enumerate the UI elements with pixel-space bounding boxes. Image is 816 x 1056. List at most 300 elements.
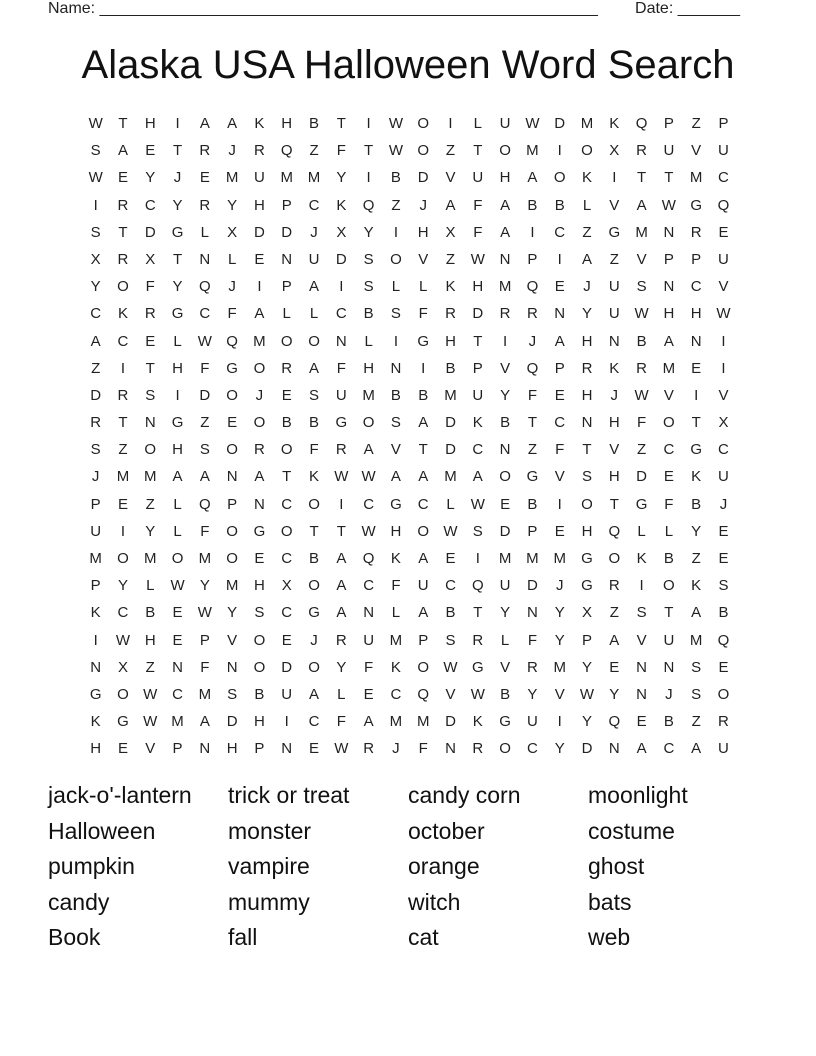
grid-letter: E: [718, 658, 729, 676]
grid-letter: U: [608, 305, 620, 323]
grid-letter: I: [721, 359, 726, 377]
grid-letter: S: [691, 685, 702, 703]
grid-letter: Y: [145, 522, 156, 540]
grid-letter: O: [717, 685, 730, 703]
grid-letter: N: [608, 332, 620, 350]
grid-letter: U: [90, 522, 102, 540]
grid-letter: E: [145, 332, 156, 350]
grid-letter: H: [417, 223, 429, 241]
grid-letter: P: [581, 631, 592, 649]
grid-letter: Z: [145, 495, 155, 513]
grid-letter: D: [144, 223, 156, 241]
grid-letter: Y: [691, 522, 702, 540]
grid-letter: A: [172, 468, 183, 486]
grid-letter: O: [581, 495, 593, 513]
grid-letter: J: [91, 468, 100, 486]
grid-letter: I: [721, 332, 726, 350]
grid-letter: H: [254, 713, 265, 731]
grid-letter: U: [363, 631, 375, 649]
grid-letter: N: [199, 250, 211, 268]
grid-letter: M: [580, 115, 594, 132]
grid-letter: H: [144, 115, 156, 132]
grid-letter: H: [608, 468, 620, 486]
grid-letter: E: [199, 169, 210, 187]
grid-letter: R: [117, 250, 129, 268]
grid-letter: N: [636, 685, 647, 703]
grid-letter: W: [470, 495, 485, 513]
grid-letter: B: [718, 604, 729, 622]
grid-letter: H: [172, 359, 183, 377]
grid-letter: I: [175, 386, 180, 404]
grid-letter: O: [253, 359, 266, 377]
grid-letter: N: [199, 740, 211, 758]
grid-letter: V: [718, 386, 729, 404]
grid-letter: V: [636, 631, 647, 649]
grid-letter: A: [581, 250, 592, 268]
grid-letter: G: [526, 468, 539, 486]
grid-letter: N: [608, 740, 620, 758]
grid-letter: T: [473, 332, 483, 350]
grid-letter: K: [691, 468, 702, 486]
grid-letter: Y: [554, 631, 565, 649]
word-list-item: candy corn: [408, 782, 521, 808]
grid-letter: A: [309, 685, 320, 703]
grid-letter: B: [390, 169, 401, 187]
grid-letter: A: [254, 468, 265, 486]
grid-letter: E: [718, 223, 729, 241]
grid-letter: O: [280, 332, 293, 350]
grid-letter: A: [227, 115, 238, 132]
grid-letter: I: [694, 386, 699, 404]
grid-letter: U: [417, 577, 429, 595]
grid-letter: A: [418, 550, 429, 567]
grid-letter: L: [309, 305, 319, 323]
grid-letter: J: [583, 278, 591, 296]
grid-letter: M: [225, 169, 239, 187]
grid-letter: H: [281, 115, 293, 132]
grid-letter: C: [172, 685, 183, 703]
grid-letter: F: [473, 196, 483, 214]
grid-letter: Z: [691, 550, 701, 567]
grid-letter: J: [419, 196, 427, 214]
grid-letter: Z: [391, 196, 401, 214]
grid-letter: L: [391, 604, 401, 622]
grid-letter: H: [445, 332, 456, 350]
grid-letter: M: [362, 386, 375, 404]
grid-letter: A: [254, 305, 265, 323]
grid-letter: Z: [609, 604, 619, 622]
grid-letter: G: [308, 604, 320, 622]
grid-letter: Y: [336, 658, 347, 676]
grid-letter: S: [145, 386, 156, 404]
grid-letter: C: [281, 604, 293, 622]
grid-letter: M: [280, 169, 293, 187]
grid-letter: J: [255, 386, 264, 404]
grid-letter: H: [608, 414, 620, 432]
grid-letter: N: [445, 740, 456, 758]
grid-letter: T: [145, 359, 155, 377]
grid-letter: Q: [226, 332, 238, 350]
grid-letter: Z: [527, 441, 537, 459]
grid-letter: K: [90, 604, 101, 622]
grid-letter: E: [718, 550, 729, 567]
grid-letter: J: [228, 278, 236, 296]
grid-letter: O: [117, 278, 129, 296]
grid-letter: C: [554, 223, 566, 241]
grid-letter: P: [281, 196, 292, 214]
grid-letter: L: [637, 522, 646, 540]
grid-letter: B: [663, 550, 674, 567]
grid-letter: U: [718, 142, 729, 160]
word-list-item: mummy: [228, 888, 310, 915]
grid-letter: O: [663, 414, 675, 432]
grid-letter: Z: [691, 713, 701, 731]
grid-letter: Y: [145, 169, 156, 187]
grid-letter: O: [253, 414, 266, 432]
grid-letter: W: [443, 658, 458, 676]
grid-letter: T: [282, 468, 292, 486]
grid-letter: L: [173, 522, 182, 540]
grid-letter: B: [390, 386, 401, 404]
grid-letter: O: [226, 522, 238, 540]
grid-letter: H: [172, 441, 183, 459]
grid-letter: B: [445, 359, 456, 377]
grid-letter: H: [254, 196, 265, 214]
grid-letter: G: [171, 305, 184, 323]
grid-letter: N: [226, 468, 238, 486]
grid-letter: R: [199, 196, 211, 214]
grid-letter: C: [472, 441, 484, 459]
grid-letter: D: [554, 115, 566, 132]
grid-letter: Y: [609, 685, 620, 703]
grid-letter: K: [309, 468, 320, 486]
grid-letter: R: [472, 631, 484, 649]
grid-letter: H: [254, 577, 265, 595]
grid-letter: S: [390, 305, 401, 323]
grid-letter: Q: [362, 196, 375, 214]
grid-letter: C: [390, 685, 402, 703]
grid-letter: L: [173, 495, 182, 513]
grid-letter: V: [390, 441, 401, 459]
grid-letter: V: [418, 250, 429, 268]
grid-letter: G: [171, 414, 184, 432]
grid-letter: R: [636, 142, 647, 160]
grid-letter: S: [636, 278, 647, 296]
grid-letter: O: [499, 142, 511, 160]
grid-letter: B: [309, 115, 320, 132]
grid-letter: E: [554, 522, 565, 540]
grid-letter: P: [90, 577, 101, 595]
grid-letter: M: [662, 359, 676, 377]
grid-letter: C: [308, 713, 320, 731]
grid-letter: V: [227, 631, 238, 649]
grid-letter: U: [663, 631, 675, 649]
grid-letter: E: [309, 740, 320, 758]
grid-letter: Y: [554, 604, 565, 622]
grid-letter: Z: [145, 658, 155, 676]
grid-letter: D: [499, 522, 511, 540]
grid-letter: A: [199, 115, 210, 132]
grid-letter: U: [718, 250, 729, 268]
grid-letter: L: [391, 278, 401, 296]
grid-letter: C: [718, 441, 729, 459]
grid-letter: N: [363, 604, 375, 622]
grid-letter: K: [691, 577, 702, 595]
grid-letter: J: [555, 577, 564, 595]
grid-letter: D: [281, 658, 293, 676]
grid-letter: Q: [471, 577, 484, 595]
grid-letter: N: [499, 441, 511, 459]
grid-letter: E: [554, 278, 565, 296]
grid-letter: F: [473, 223, 483, 241]
grid-letter: W: [579, 685, 595, 703]
grid-letter: X: [609, 142, 620, 160]
word-list-item: october: [408, 817, 485, 844]
grid-letter: Q: [635, 115, 648, 132]
word-list-item: candy: [48, 888, 110, 915]
grid-letter: R: [199, 142, 211, 160]
grid-letter: L: [473, 115, 482, 132]
grid-letter: C: [117, 332, 129, 350]
word-list-item: monster: [228, 817, 312, 844]
grid-letter: M: [416, 713, 430, 731]
grid-letter: I: [393, 223, 398, 241]
grid-letter: E: [718, 522, 729, 540]
grid-letter: Y: [227, 196, 238, 214]
grid-letter: U: [526, 713, 538, 731]
grid-letter: A: [609, 631, 620, 649]
grid-letter: F: [200, 522, 210, 540]
grid-letter: T: [118, 223, 128, 241]
grid-letter: A: [336, 550, 347, 567]
grid-letter: O: [253, 631, 266, 649]
grid-letter: L: [419, 278, 428, 296]
grid-letter: Z: [637, 441, 647, 459]
word-list-item: moonlight: [588, 782, 688, 808]
grid-letter: Y: [90, 278, 101, 296]
grid-letter: E: [172, 631, 183, 649]
grid-letter: C: [199, 305, 211, 323]
grid-letter: G: [226, 359, 238, 377]
grid-letter: Z: [582, 223, 592, 241]
grid-letter: N: [335, 332, 347, 350]
grid-letter: G: [608, 223, 621, 241]
grid-letter: G: [690, 441, 703, 459]
grid-letter: B: [363, 305, 374, 323]
grid-letter: R: [526, 658, 538, 676]
grid-letter: Y: [336, 169, 347, 187]
grid-letter: I: [366, 115, 371, 132]
grid-letter: C: [663, 441, 675, 459]
grid-letter: S: [718, 577, 729, 595]
grid-letter: M: [689, 631, 703, 649]
grid-letter: Z: [91, 359, 101, 377]
grid-letter: J: [310, 223, 318, 241]
grid-letter: B: [254, 685, 265, 703]
grid-letter: V: [500, 359, 511, 377]
grid-letter: U: [335, 386, 347, 404]
grid-letter: W: [197, 604, 212, 622]
grid-letter: K: [390, 550, 401, 567]
grid-letter: G: [253, 522, 266, 540]
grid-letter: W: [143, 713, 158, 731]
grid-letter: M: [253, 332, 266, 350]
grid-letter: A: [199, 713, 210, 731]
grid-letter: M: [143, 550, 157, 567]
grid-letter: D: [335, 250, 347, 268]
grid-letter: F: [336, 713, 346, 731]
grid-letter: X: [718, 414, 729, 432]
grid-letter: L: [582, 196, 592, 214]
grid-letter: R: [335, 441, 347, 459]
grid-letter: J: [665, 685, 673, 703]
word-list-item: fall: [228, 924, 258, 951]
grid-letter: D: [254, 223, 265, 241]
grid-letter: U: [281, 685, 293, 703]
grid-letter: L: [500, 631, 510, 649]
grid-letter: C: [554, 414, 566, 432]
grid-letter: L: [364, 332, 373, 350]
grid-letter: C: [363, 495, 375, 513]
grid-letter: P: [663, 250, 674, 268]
grid-letter: F: [418, 305, 428, 323]
grid-letter: N: [281, 250, 293, 268]
grid-letter: Y: [581, 713, 592, 731]
grid-letter: U: [308, 250, 320, 268]
grid-letter: N: [663, 658, 675, 676]
grid-letter: W: [661, 196, 676, 214]
grid-letter: T: [609, 495, 619, 513]
grid-letter: H: [472, 278, 484, 296]
word-list-item: orange: [408, 853, 480, 880]
grid-letter: B: [445, 604, 456, 622]
grid-letter: C: [445, 577, 456, 595]
grid-letter: I: [530, 223, 535, 241]
grid-letter: G: [499, 713, 511, 731]
grid-letter: D: [636, 468, 647, 486]
grid-letter: M: [143, 468, 157, 486]
grid-letter: D: [445, 713, 456, 731]
grid-letter: K: [254, 115, 265, 132]
grid-letter: N: [499, 250, 511, 268]
grid-letter: O: [608, 550, 621, 567]
grid-letter: Q: [362, 550, 375, 567]
grid-letter: N: [172, 658, 183, 676]
grid-letter: A: [663, 332, 674, 350]
grid-letter: W: [115, 631, 131, 649]
grid-letter: I: [393, 332, 398, 350]
grid-letter: R: [335, 631, 347, 649]
grid-letter: T: [172, 142, 183, 160]
grid-letter: O: [308, 332, 320, 350]
grid-letter: D: [199, 386, 211, 404]
grid-letter: F: [555, 441, 565, 459]
grid-letter: M: [444, 468, 457, 486]
grid-letter: J: [392, 740, 400, 758]
grid-letter: J: [310, 631, 318, 649]
grid-letter: B: [309, 414, 320, 432]
grid-letter: H: [581, 522, 593, 540]
grid-letter: F: [391, 577, 401, 595]
grid-letter: W: [388, 142, 403, 160]
grid-letter: K: [445, 278, 456, 296]
grid-letter: G: [471, 658, 484, 676]
grid-letter: W: [634, 305, 649, 323]
grid-letter: R: [117, 386, 129, 404]
grid-letter: A: [472, 468, 483, 486]
grid-letter: C: [335, 305, 347, 323]
grid-letter: M: [553, 658, 566, 676]
grid-letter: A: [418, 604, 429, 622]
grid-letter: E: [117, 495, 128, 513]
grid-letter: U: [718, 468, 729, 486]
grid-letter: H: [90, 740, 102, 758]
grid-letter: T: [364, 142, 374, 160]
word-list-item: costume: [588, 817, 675, 844]
grid-letter: S: [309, 386, 320, 404]
grid-letter: R: [718, 713, 729, 731]
grid-letter: W: [197, 332, 212, 350]
grid-letter: T: [664, 169, 674, 187]
grid-letter: O: [417, 115, 430, 132]
grid-letter: T: [582, 441, 592, 459]
grid-letter: T: [118, 414, 128, 432]
grid-letter: M: [526, 550, 539, 567]
grid-letter: M: [689, 169, 703, 187]
grid-letter: R: [526, 305, 538, 323]
grid-letter: O: [499, 740, 511, 758]
grid-letter: O: [280, 522, 293, 540]
grid-letter: S: [636, 604, 647, 622]
grid-letter: C: [363, 577, 375, 595]
grid-letter: P: [90, 495, 101, 513]
grid-letter: C: [663, 740, 675, 758]
grid-letter: I: [120, 522, 126, 540]
grid-letter: Z: [445, 250, 456, 268]
grid-letter: X: [336, 223, 347, 241]
grid-letter: H: [581, 332, 593, 350]
grid-letter: M: [526, 142, 539, 160]
grid-letter: D: [472, 305, 484, 323]
grid-letter: I: [257, 278, 262, 296]
grid-letter: P: [281, 278, 292, 296]
grid-letter: F: [336, 142, 346, 160]
word-list-item: Halloween: [48, 817, 156, 844]
grid-letter: G: [390, 495, 402, 513]
grid-letter: M: [116, 468, 130, 486]
grid-letter: T: [473, 142, 483, 160]
grid-letter: E: [227, 414, 238, 432]
grid-letter: V: [500, 658, 511, 676]
grid-letter: F: [637, 414, 647, 432]
grid-letter: F: [418, 740, 428, 758]
grid-letter: B: [527, 196, 538, 214]
grid-letter: F: [227, 305, 237, 323]
grid-letter: O: [663, 577, 675, 595]
grid-letter: I: [557, 250, 562, 268]
grid-letter: S: [90, 223, 101, 241]
grid-letter: R: [690, 223, 702, 241]
grid-letter: X: [581, 604, 592, 622]
grid-letter: Q: [526, 359, 539, 377]
grid-letter: G: [171, 223, 184, 241]
grid-letter: A: [309, 278, 320, 296]
grid-letter: U: [472, 169, 484, 187]
grid-letter: W: [143, 685, 158, 703]
grid-letter: V: [554, 468, 565, 486]
grid-letter: D: [417, 169, 429, 187]
grid-letter: B: [636, 332, 647, 350]
